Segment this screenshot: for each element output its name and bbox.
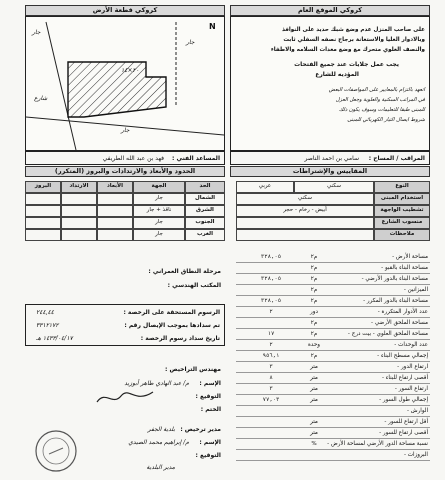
measurement-label: - إجمالي مسطح البناء xyxy=(377,353,428,359)
measurement-label: - مساحة البناء بالدور الأرضي xyxy=(361,276,428,282)
measurement-label: - نسبة مساحة الدور الأرضي لمساحة الأرض xyxy=(327,441,428,447)
measurement-row xyxy=(236,362,430,373)
measurement-unit: متر xyxy=(310,430,318,436)
measurement-unit: م٢ xyxy=(310,331,318,337)
measurement-row xyxy=(236,384,430,395)
measurement-value: ٣ xyxy=(269,364,273,370)
measurement-row xyxy=(236,428,430,439)
measurement-unit: م٢ xyxy=(310,287,318,293)
measurement-value: ٣٢٨,٠٥ xyxy=(260,276,282,282)
note-line-2: وبالادوار العليا والاستعانة برجاج نصفه السفلي ثابت xyxy=(283,37,425,43)
measurement-row xyxy=(236,395,430,406)
bh-setback: الارتداد xyxy=(61,181,97,193)
neighbor-label-2: جار xyxy=(121,127,130,134)
note-line-6: اتعهد بالتزام بالمعايير على المواصفات البعض xyxy=(328,87,425,93)
header-left-title: كروكي قطعة الأرض xyxy=(25,5,225,16)
receipt-value: ٣٣١٢١٧٢ xyxy=(36,322,59,329)
b-side-1: ناقذ + جار xyxy=(133,205,185,217)
neighbor-label-3: جار xyxy=(186,39,195,46)
b-dim-1 xyxy=(97,205,133,217)
measurement-value: ٣ xyxy=(269,386,273,392)
measurement-label: - الميزانين xyxy=(403,287,428,293)
type-label: النوع xyxy=(374,181,430,193)
measurement-value: ٢ xyxy=(269,309,273,315)
measurement-row xyxy=(236,439,430,450)
measurement-row xyxy=(236,340,430,351)
note-line-9: شروط ايصال التيار الكهربائي للمبنى xyxy=(347,117,425,123)
engineer-stamp-label: الختم : xyxy=(200,406,221,413)
b-dir-1: الشرق xyxy=(185,205,225,217)
director-name: م/ إبراهيم محمد الصيدي xyxy=(128,439,189,446)
bh-dir: الحد xyxy=(185,181,225,193)
measurement-value: ٢ xyxy=(269,342,273,348)
engineer-name: م/ عبد الهادي طاهر أبوزيد xyxy=(124,380,189,387)
note-line-3: والنصف العلوي متحرك مع وضع معدات السلامه والاطفاء xyxy=(270,47,425,53)
measurement-value: ٣٢٨,٠٥ xyxy=(260,254,282,260)
street-level-value xyxy=(236,217,374,229)
measurement-label: - عدد الوحدات xyxy=(394,342,428,348)
b-dir-2: الجنوب xyxy=(185,217,225,229)
measurement-row xyxy=(236,318,430,329)
site-notes xyxy=(230,16,430,151)
measurement-unit: متر xyxy=(310,386,318,392)
director-name-label: الإسم : xyxy=(199,439,221,446)
measurement-unit: متر xyxy=(310,419,318,425)
measurement-unit: وحدة xyxy=(307,342,321,348)
municipality-stamp-icon xyxy=(33,428,79,474)
measurement-unit: م٢ xyxy=(310,298,318,304)
type-value: سكني xyxy=(294,181,374,193)
street-label: شارع xyxy=(34,95,48,102)
director-section xyxy=(25,426,225,478)
fee-date-label: تاريخ سداد رسوم الرخصة : xyxy=(140,335,220,342)
b-side-2: جار xyxy=(133,217,185,229)
b-side-3: جار xyxy=(133,229,185,241)
note-line-1: على صاحب المنزل عدم وضع شبك حديد على النوافذ xyxy=(281,27,425,33)
reviewer-name: سامي بن احمد الناصر xyxy=(304,155,359,162)
surveyor-label: المساعد الفني : xyxy=(172,155,220,162)
measurement-unit: % xyxy=(311,441,317,447)
building-use-value: سكني xyxy=(236,193,374,205)
measurement-row xyxy=(236,296,430,307)
measurement-label: - إجمالي طول السور xyxy=(379,397,428,403)
notes-value xyxy=(236,229,374,241)
measurement-row xyxy=(236,417,430,428)
b-dim-2 xyxy=(97,217,133,229)
receipt-label: تم سدادها بموجب الإيصال رقم : xyxy=(124,322,220,329)
bh-side: الجهة xyxy=(133,181,185,193)
bh-dim: الأبعاد xyxy=(97,181,133,193)
reviewer-label: المراقب / المساح : xyxy=(368,155,425,162)
zone-label: مرحلة النطاق العمراني : xyxy=(148,268,221,275)
measurement-unit: م٢ xyxy=(310,353,318,359)
b-side-0: جار xyxy=(133,193,185,205)
measurement-label: - البروزات xyxy=(403,452,428,458)
measurement-label: - عدد الأدوار المتكررة xyxy=(377,309,428,315)
site-sketch xyxy=(25,16,225,151)
north-arrow-icon: N xyxy=(209,22,216,31)
measurement-value: ١٧ xyxy=(267,331,275,337)
measurement-row xyxy=(236,450,430,461)
director-title: مدير ترخيص : xyxy=(180,426,221,433)
measurement-label: - ارتفاع السور xyxy=(394,386,428,392)
b-dir-3: الغرب xyxy=(185,229,225,241)
measurement-row xyxy=(236,373,430,384)
b-proj-0 xyxy=(25,193,61,205)
measurement-unit: م٢ xyxy=(310,276,318,282)
measurement-label: - مساحة البناء بالدور المكرر xyxy=(363,298,428,304)
measurement-unit: م٢ xyxy=(310,254,318,260)
b-proj-1 xyxy=(25,205,61,217)
b-dim-0 xyxy=(97,193,133,205)
measurement-label: - مساحة الملحق الأرضي xyxy=(371,320,428,326)
licensing-engineer xyxy=(25,366,225,416)
notes-label: ملاحظات xyxy=(374,229,430,241)
measurement-row xyxy=(236,285,430,296)
measurement-label: - ارتفاع الدور xyxy=(397,364,428,370)
surveyor-name: فهد بن عبد الله الطريفي xyxy=(102,155,164,162)
note-line-7: في المراتب السكنية والعلوية وجعل العزل xyxy=(335,97,425,103)
measurement-value: ٧٧,٠٣ xyxy=(262,397,280,403)
measurement-label: - مساحة الملحق العلوي - بيت درج xyxy=(347,331,428,337)
measurement-label: - أقصى ارتفاع للبناء xyxy=(381,375,428,381)
municipality-label: بلدية الجفر xyxy=(147,426,175,433)
classification-table xyxy=(236,181,430,241)
measurement-unit: م٢ xyxy=(310,320,318,326)
measurement-label: - أقصى ارتفاع للسور xyxy=(379,430,428,436)
permit-fee-value: ٢٤٤,٤٤ xyxy=(36,309,55,316)
measurement-value: ٩٥٦,١ xyxy=(262,353,280,359)
measurement-unit: دور xyxy=(310,309,318,315)
zoning-section xyxy=(25,268,225,298)
measurement-row xyxy=(236,307,430,318)
b-proj-3 xyxy=(25,229,61,241)
b-setback-1 xyxy=(61,205,97,217)
note-line-5: المؤديه للشارع xyxy=(315,71,359,78)
boundaries-title: الحدود والأبعاد والارتدادات والبروز (المتكرر) xyxy=(25,166,225,177)
b-setback-3 xyxy=(61,229,97,241)
measurement-unit: متر xyxy=(310,364,318,370)
measurement-row xyxy=(236,263,430,274)
measurement-row xyxy=(236,329,430,340)
measurement-row xyxy=(236,274,430,285)
measurement-label: - مساحة البناء بالقبو xyxy=(381,265,428,271)
measurement-row xyxy=(236,351,430,362)
measurement-row xyxy=(236,252,430,263)
measurement-unit: متر xyxy=(310,375,318,381)
measurement-unit: م٢ xyxy=(310,265,318,271)
neighbor-label-1: جار xyxy=(32,29,41,36)
measurement-unit: متر xyxy=(310,397,318,403)
note-line-8: للمبنى طبقا للتعليمات وسوف يكون ذلك xyxy=(339,107,425,113)
street-level-label: منسوب الشارع xyxy=(374,217,430,229)
measurements-title: المقاييس والإشتراطات xyxy=(230,166,430,177)
surveyor-row-left xyxy=(25,151,225,165)
plot-shape xyxy=(68,62,166,117)
director-signature-label: التوقيع : xyxy=(195,452,221,459)
building-use-label: استخدام المبنى xyxy=(374,193,430,205)
measurement-row xyxy=(236,406,430,417)
fee-date-value: ١٤٣٣/٠٤/١٧ هـ xyxy=(36,335,73,342)
measurement-value: ٨ xyxy=(269,375,273,381)
facade-value: أبيض - رخام - حجر xyxy=(236,205,374,217)
bh-proj: البروز xyxy=(25,181,61,193)
b-dim-3 xyxy=(97,229,133,241)
measurement-label: - الوارش xyxy=(406,408,428,414)
measurement-value: ٣٢٨,٠٥ xyxy=(260,298,282,304)
b-proj-2 xyxy=(25,217,61,229)
measurement-label: - مساحة الأرض xyxy=(392,254,428,260)
engineer-name-label: الإسم : xyxy=(199,380,221,387)
b-setback-2 xyxy=(61,217,97,229)
plot-dimension: ٢٠×١٤ xyxy=(121,67,139,74)
office-label: المكتب الهندسي : xyxy=(167,282,221,289)
boundaries-table xyxy=(25,181,225,253)
b-setback-0 xyxy=(61,193,97,205)
engineer-signature-label: التوقيع : xyxy=(195,393,221,400)
note-line-4: يجب عمل جلايات عند جميع الفتحات xyxy=(294,61,399,68)
engineer-title: مهندس التراخيص : xyxy=(165,366,221,373)
fees-box xyxy=(25,304,225,346)
header-right-title: كروكي الموقع العام xyxy=(230,5,430,16)
permit-fee-label: الرسوم المستحقة على الرخصة : xyxy=(123,309,220,316)
municipality-sub: مدير البلدية xyxy=(146,464,175,471)
measurement-label: - أقل ارتفاع للسور xyxy=(384,419,428,425)
facade-label: تشطيب الواجهة xyxy=(374,205,430,217)
surveyor-row-right xyxy=(230,151,430,165)
b-dir-0: الشمال xyxy=(185,193,225,205)
engineer-signature xyxy=(95,388,155,408)
style-value: عربي xyxy=(236,181,294,193)
